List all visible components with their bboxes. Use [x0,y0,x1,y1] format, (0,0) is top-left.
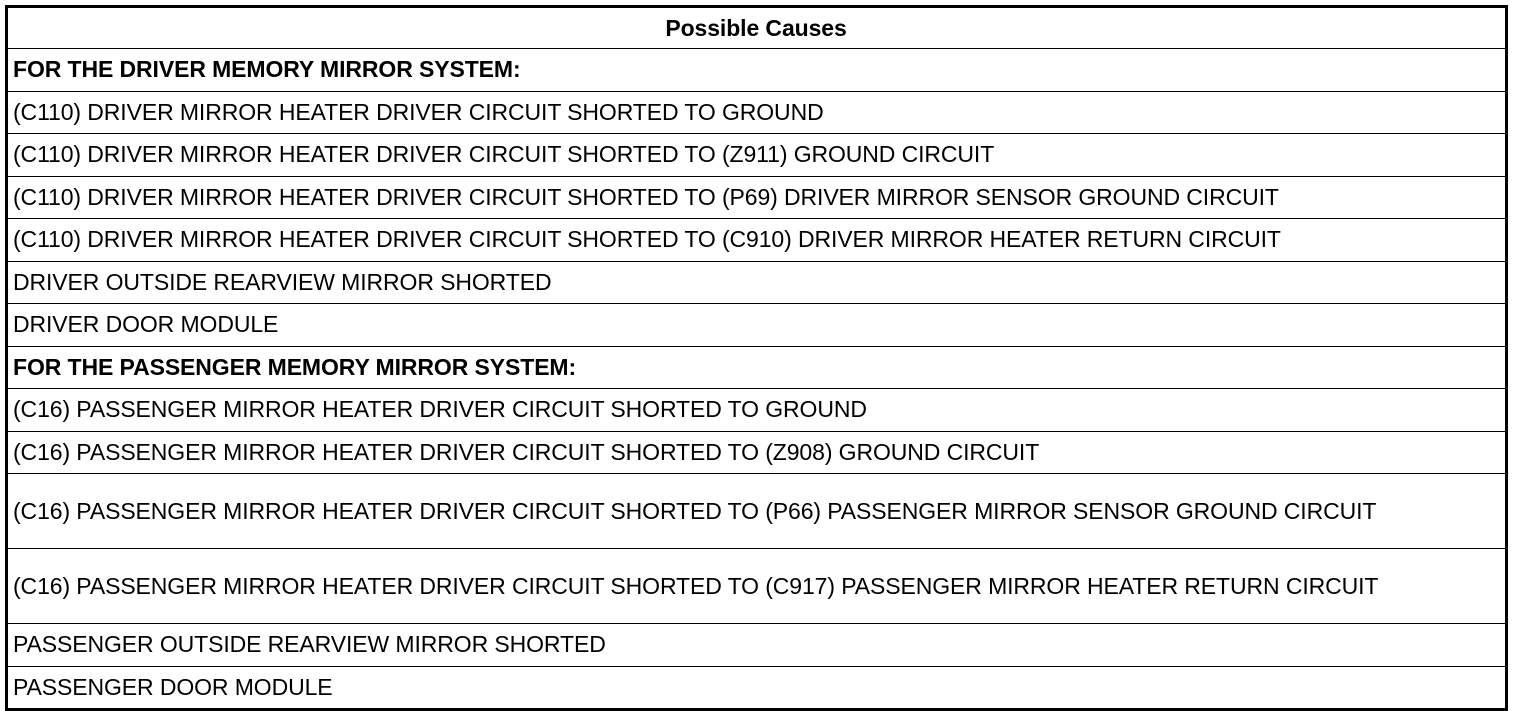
cause-cell: (C16) PASSENGER MIRROR HEATER DRIVER CIRCUIT SHORTED TO (Z908) GROUND CIRCUIT [8,431,1505,474]
table-row [8,134,1505,177]
possible-causes-table [5,5,1508,711]
table-row [8,346,1505,389]
cause-cell: (C110) DRIVER MIRROR HEATER DRIVER CIRCUIT SHORTED TO (Z911) GROUND CIRCUIT [8,134,1505,177]
cause-cell: DRIVER DOOR MODULE [8,304,1505,347]
cause-cell: (C110) DRIVER MIRROR HEATER DRIVER CIRCUIT SHORTED TO GROUND [8,91,1505,134]
cause-cell: (C16) PASSENGER MIRROR HEATER DRIVER CIRCUIT SHORTED TO (P66) PASSENGER MIRROR SENSOR GROUND CIRCUIT [8,474,1505,549]
table-row [8,49,1505,92]
table-row [8,431,1505,474]
table-row [8,261,1505,304]
table-header: Possible Causes [665,14,847,41]
table-row [8,389,1505,432]
cause-cell: PASSENGER DOOR MODULE [8,666,1505,708]
cause-cell: DRIVER OUTSIDE REARVIEW MIRROR SHORTED [8,261,1505,304]
causes-table [8,8,1505,708]
cause-cell: (C110) DRIVER MIRROR HEATER DRIVER CIRCUIT SHORTED TO (C910) DRIVER MIRROR HEATER RETURN CIRCUIT [8,219,1505,262]
table-row [8,666,1505,708]
table-row [8,176,1505,219]
table-row [8,304,1505,347]
table-row [8,624,1505,667]
table-row [8,474,1505,549]
section-heading-driver: FOR THE DRIVER MEMORY MIRROR SYSTEM: [8,49,1505,92]
table-row [8,549,1505,624]
table-row [8,91,1505,134]
header-row [8,8,1505,49]
cause-cell: (C16) PASSENGER MIRROR HEATER DRIVER CIRCUIT SHORTED TO (C917) PASSENGER MIRROR HEATER RETURN CIRCUIT [8,549,1505,624]
cause-cell: (C16) PASSENGER MIRROR HEATER DRIVER CIRCUIT SHORTED TO GROUND [8,389,1505,432]
cause-cell: (C110) DRIVER MIRROR HEATER DRIVER CIRCUIT SHORTED TO (P69) DRIVER MIRROR SENSOR GROUND CIRCUIT [8,176,1505,219]
cause-cell: PASSENGER OUTSIDE REARVIEW MIRROR SHORTED [8,624,1505,667]
section-heading-passenger: FOR THE PASSENGER MEMORY MIRROR SYSTEM: [8,346,1505,389]
table-row [8,219,1505,262]
